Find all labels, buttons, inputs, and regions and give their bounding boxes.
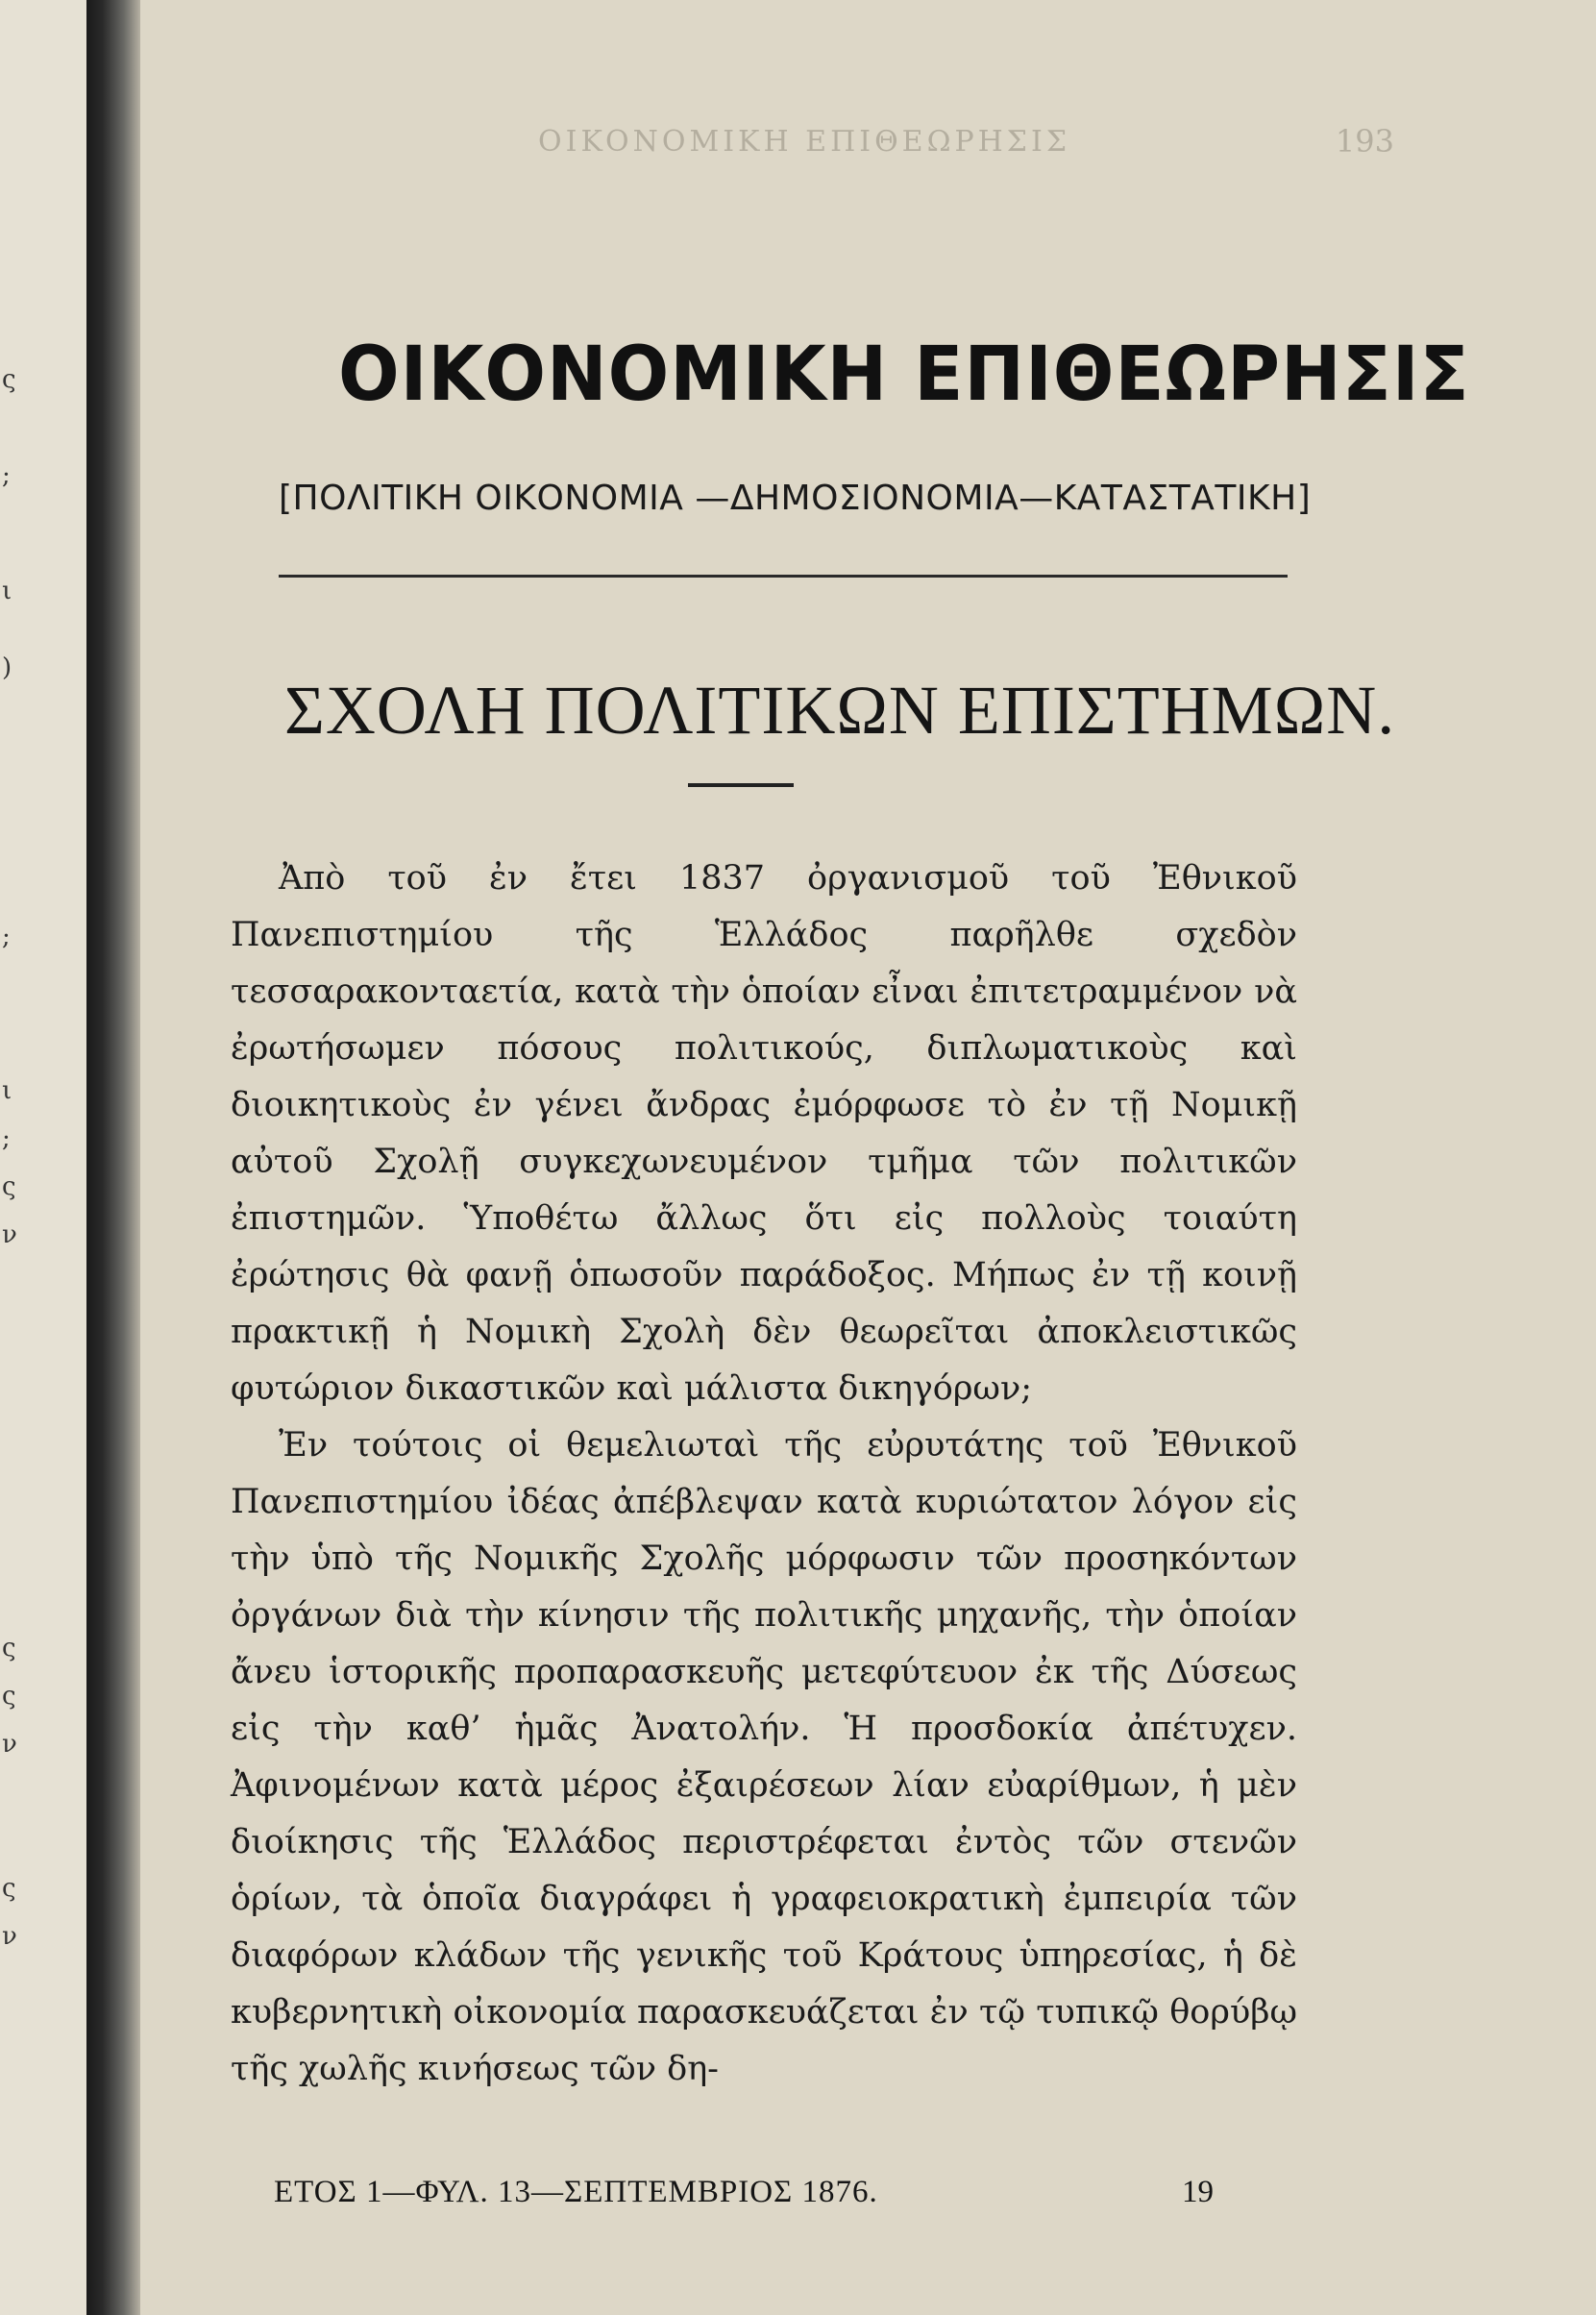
issue-line: ΕΤΟΣ 1—ΦΥΛ. 13—ΣΕΠΤΕΜΒΡΙΟΣ 1876. — [274, 2175, 878, 2209]
paragraph: Ἀπὸ τοῦ ἐν ἔτει 1837 ὀργανισμοῦ τοῦ Ἐθνικοῦ Πανεπιστημίου τῆς Ἑλλάδος παρῆλθε σχεδὸν τεσσαρακονταετία, κατὰ τὴν ὁποίαν εἶναι ἐπιτετραμμένον νὰ ἐρωτήσωμεν πόσους πολιτικούς, διπλωματικοὺς καὶ διοικητικοὺς ἐν γένει ἄνδρας ἐμόρφωσε τὸ ἐν τῇ Νομικῇ αὐτοῦ Σχολῇ συγκεχωνευμένον τμῆμα τῶν πολιτικῶν ἐπιστημῶν. Ὑποθέτω ἄλλως ὅτι εἰς πολλοὺς τοιαύτη ἐρώτησις θὰ φανῇ ὁπωσοῦν παράδοξος. Μήπως ἐν τῇ κοινῇ πρακτικῇ ἡ Νομικὴ Σχολὴ δὲν θεωρεῖται ἀποκλειστικῶς φυτώριον δικαστικῶν καὶ μάλιστα δικηγόρων; — [231, 859, 1297, 1408]
fragment-glyph: ς — [2, 365, 16, 394]
book-gutter — [86, 0, 140, 2315]
footer-page-number: 19 — [1182, 2175, 1214, 2209]
running-page-number: 193 — [1335, 123, 1394, 160]
fragment-glyph: ; — [2, 1124, 11, 1153]
fragment-glyph: ς — [2, 1634, 16, 1662]
fragment-glyph: ν — [2, 1922, 17, 1951]
fragment-glyph: ς — [2, 1874, 16, 1903]
paragraph: Ἐν τούτοις οἱ θεμελιωταὶ τῆς εὐρυτάτης τοῦ Ἐθνικοῦ Πανεπιστημίου ἰδέας ἀπέβλεψαν κατὰ κυριώτατον λόγον εἰς τὴν ὑπὸ τῆς Νομικῆς Σχολῆς μόρφωσιν τῶν προσηκόντων ὀργάνων διὰ τὴν κίνησιν τῆς πολιτικῆς μηχανῆς, τὴν ὁποίαν ἄνευ ἱστορικῆς προπαρασκευῆς μετεφύτευον ἐκ τῆς Δύσεως εἰς τὴν καθ’ ἡμᾶς Ἀνατολήν. Ἡ προσδοκία ἀπέτυχεν. Ἀφινομένων κατὰ μέρος ἐξαιρέσεων λίαν εὐαρίθμων, ἡ μὲν διοίκησις τῆς Ἑλλάδος περιστρέφεται ἐντὸς τῶν στενῶν ὁρίων, τὰ ὁποῖα διαγράφει ἡ γραφειοκρατικὴ ἐμπειρία τῶν διαφόρων κλάδων τῆς γενικῆς τοῦ Κράτους ὑπηρεσίας, ἡ δὲ κυβερνητικὴ οἰκονομία παρασκευάζεται ἐν τῷ τυπικῷ θορύβῳ τῆς χωλῆς κινήσεως τῶν δη- — [231, 1426, 1297, 2088]
fragment-glyph: ι — [2, 1076, 12, 1105]
fragment-glyph: ; — [2, 461, 11, 490]
facing-page-letter-fragments — [0, 0, 19, 2315]
article-title: ΣΧΟΛΗ ΠΟΛΙΤΙΚΩΝ ΕΠΙΣΤΗΜΩΝ. — [284, 672, 1396, 749]
journal-subheading: [ΠΟΛΙΤΙΚΗ ΟΙΚΟΝΟΜΙΑ —ΔΗΜΟΣΙΟΝΟΜΙΑ—ΚΑΤΑΣΤΑΤΙΚΗ] — [279, 479, 1312, 518]
fragment-glyph: ι — [2, 577, 12, 605]
fragment-glyph: ν — [2, 1730, 17, 1759]
masthead-rule — [279, 575, 1288, 578]
journal-masthead: ΟΙΚΟΝΟΜΙΚΗ ΕΠΙΘΕΩΡΗΣΙΣ — [338, 332, 1470, 418]
running-head-showthrough: OIKONOMIKH EПIΘEΩPHΣIΣ — [538, 125, 1071, 159]
title-rule — [688, 783, 794, 787]
fragment-glyph: ν — [2, 1220, 17, 1249]
facing-page-edge — [0, 0, 86, 2315]
article-body — [231, 850, 1297, 2098]
fragment-glyph: ; — [2, 923, 11, 951]
fragment-glyph: ς — [2, 1172, 16, 1201]
fragment-glyph: ς — [2, 1682, 16, 1711]
fragment-glyph: ) — [2, 653, 12, 682]
